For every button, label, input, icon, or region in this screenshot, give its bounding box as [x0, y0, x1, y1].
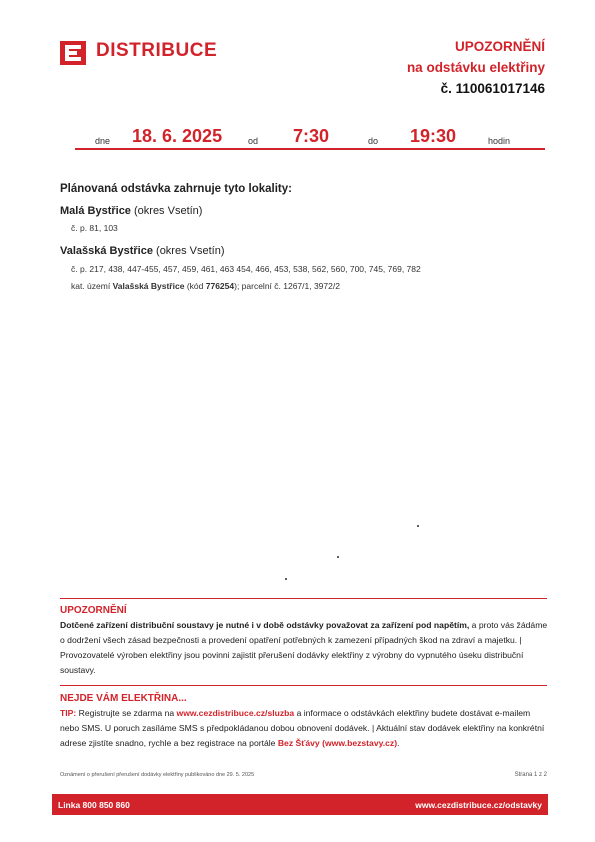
registration-link[interactable]: www.cezdistribuce.cz/sluzba [176, 708, 295, 718]
divider [60, 598, 547, 599]
notice-number: č. 110061017146 [440, 81, 545, 96]
from-label: od [248, 136, 259, 146]
cez-logo-icon [60, 41, 86, 65]
locality-town: Valašská Bystřice [60, 245, 153, 257]
scan-speck [285, 578, 287, 580]
locality-addresses: č. p. 81, 103 [71, 223, 118, 233]
day-label: dne [95, 136, 111, 146]
locality-district: (okres Vsetín) [156, 245, 225, 257]
tip-text: TIP: Registrujte se zdarma na www.cezdistribuce.cz/sluzba a informace o odstávkách elektřiny budete dostávat e-mailem nebo SMS. U poruch zasíláme SMS s předpokládanou dobou obnovení dodávek. | Aktuální stav dodávek elektřiny na konkrétní adrese zjistíte snadno, rychle a bez registrace na portále Bez Šťávy (www.bezstavy.cz). [60, 708, 545, 748]
outage-date: 18. 6. 2025 [132, 126, 223, 146]
scan-speck [417, 525, 419, 527]
footer-website-link[interactable]: www.cezdistribuce.cz/odstavky [415, 800, 542, 810]
date-underline [75, 148, 545, 150]
to-time: 19:30 [410, 126, 457, 146]
locality-town: Malá Bystřice [60, 205, 131, 217]
locality-name [60, 245, 225, 257]
logo-text: DISTRIBUCE [96, 40, 218, 61]
notice-title: UPOZORNĚNÍ [454, 39, 545, 54]
locality-parcels: kat. území Valašská Bystřice (kód 776254); parcelní č. 1267/1, 3972/2 [71, 281, 340, 291]
to-label: do [368, 136, 379, 146]
localities-heading: Plánovaná odstávka zahrnuje tyto lokality: [60, 183, 292, 195]
divider [60, 685, 547, 686]
locality-addresses: č. p. 217, 438, 447-455, 457, 459, 461, 463 454, 466, 453, 538, 562, 560, 700, 745, 769, 782 [71, 264, 421, 274]
hotline-number[interactable]: Linka 800 850 860 [58, 800, 130, 810]
notice-subtitle: na odstávku elektřiny [406, 60, 545, 75]
tip-title: NEJDE VÁM ELEKTŘINA... [60, 693, 187, 704]
from-time: 7:30 [293, 126, 330, 146]
scan-speck [337, 556, 339, 558]
page-indicator: Strana 1 z 2 [514, 772, 547, 778]
publication-note: Oznámení o přerušení přerušení dodávky elektřiny publikováno dne 29. 5. 2025 [60, 772, 255, 778]
locality-name [60, 205, 202, 217]
warning-text: Dotčené zařízení distribuční soustavy je nutné i v době odstávky považovat za zařízení pod napětím, a proto vás žádáme o dodržení všech zásad bezpečnosti a provedení opatření potřebných k zamezení případných škod na zdraví a majetku. | Provozovatelé výroben elektřiny jsou povinni zajistit přerušení dodávky elektřiny z výrobny do vypnutého úseku distribuční soustavy. [60, 620, 548, 675]
locality-district: (okres Vsetín) [134, 205, 203, 217]
hours-label: hodin [488, 136, 511, 146]
bezstavy-link[interactable]: Bez Šťávy (www.bezstavy.cz) [277, 738, 398, 748]
footer-bar [52, 794, 548, 815]
warning-title: UPOZORNĚNÍ [60, 605, 127, 616]
